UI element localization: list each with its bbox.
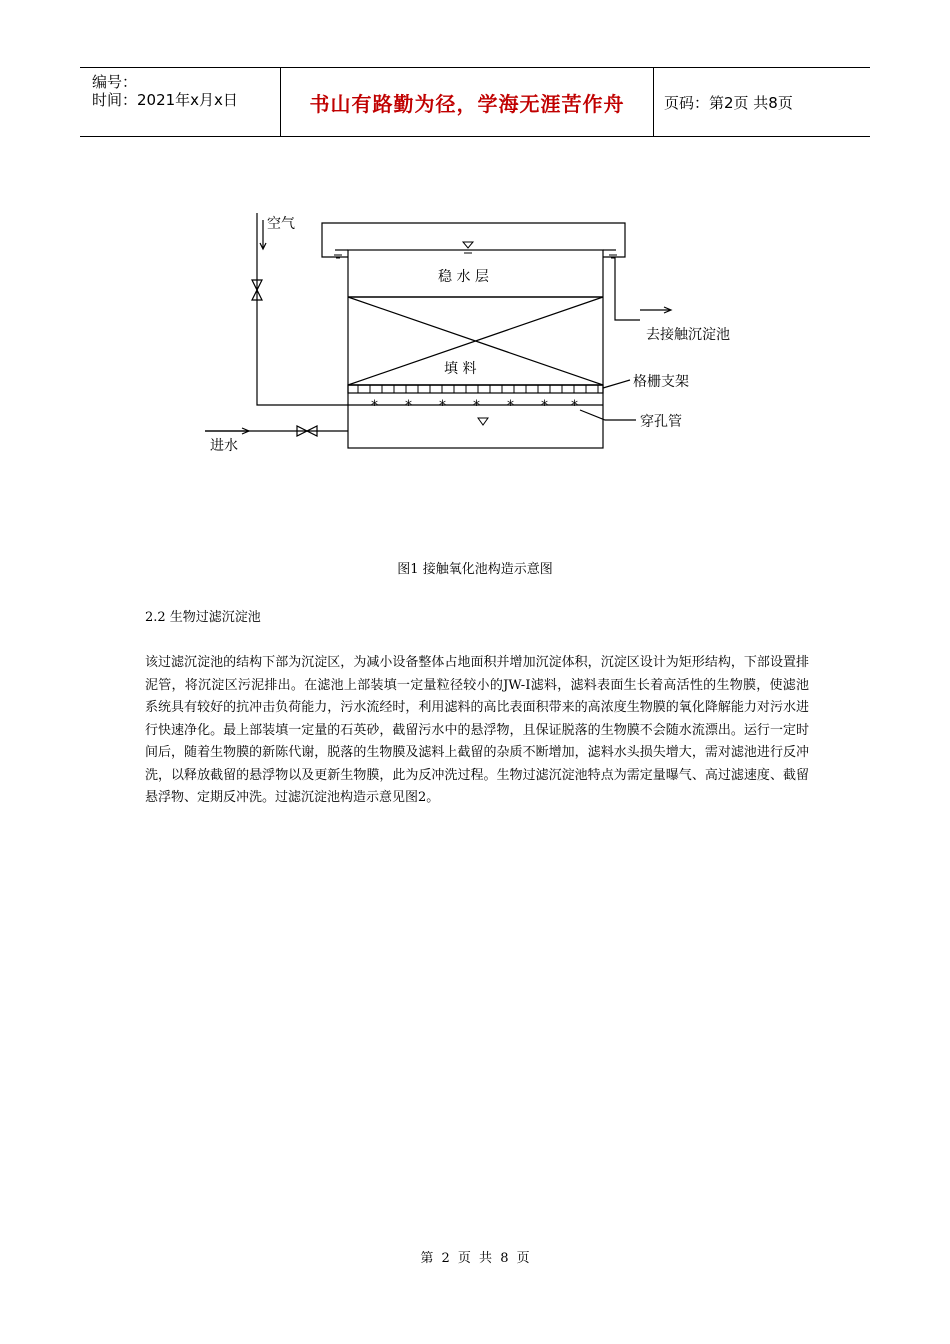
label-perforated-pipe: 穿孔管 <box>640 414 682 430</box>
outlet-arrow-icon <box>640 307 671 313</box>
header-page-cell <box>654 68 870 136</box>
pipe-leader <box>580 410 636 420</box>
grid-leader <box>603 380 630 388</box>
air-pipe <box>257 213 603 405</box>
label-grid-support: 格栅支架 <box>633 374 689 390</box>
document-number-label: 编号： <box>92 73 138 91</box>
svg-text:*: * <box>507 398 514 414</box>
figure-caption: 图1 接触氧化池构造示意图 <box>397 562 553 577</box>
label-still-water: 稳 水 层 <box>438 269 489 285</box>
svg-text:*: * <box>439 398 446 414</box>
page-header <box>80 67 870 137</box>
air-arrow-icon <box>260 220 266 249</box>
page-footer: 第 2 页 共 8 页 <box>420 1251 530 1266</box>
label-to-settler: 去接触沉淀池 <box>646 327 730 343</box>
aerator-nozzles <box>371 398 578 414</box>
grid-hatching <box>358 385 598 393</box>
svg-text:*: * <box>541 398 548 414</box>
body-paragraph: 该过滤沉淀池的结构下部为沉淀区，为减小设备整体占地面积并增加沉淀体积，沉淀区设计为矩形结构，下部设置排泥管，将沉淀区污泥排出。在滤池上部装填一定量粒径较小的JW-Ⅰ滤料，滤料表面生长着高活性的生物膜，使滤池系统具有较好的抗冲击负荷能力，污水流经时，利用滤料的高比表面积带来的高浓度生物膜的氧化降解能力对污水进行快速净化。最上部装填一定量的石英砂，截留污水中的悬浮物，且保证脱落的生物膜不会随水流漂出。运行一定时间后，随着生物膜的新陈代谢，脱落的生物膜及滤料上截留的杂质不断增加，滤料水头损失增大，需对滤池进行反冲洗，以释放截留的悬浮物以及更新生物膜，此为反冲洗过程。生物过滤沉淀池特点为需定量曝气、高过滤速度、截留悬浮物、定期反冲洗。过滤沉淀池构造示意见图2。 <box>145 655 809 805</box>
header-motto-cell <box>281 68 653 136</box>
inlet-arrow-icon <box>205 428 249 434</box>
document-time-label: 时间：2021年x月x日 <box>92 91 238 109</box>
contact-oxidation-tank-diagram <box>200 180 760 480</box>
svg-text:*: * <box>473 398 480 414</box>
label-inlet: 进水 <box>210 438 238 454</box>
tank-diagram-svg <box>200 180 760 480</box>
header-left-cell <box>80 68 280 136</box>
header-motto: 书山有路勤为径，学海无涯苦作舟 <box>309 91 625 116</box>
svg-text:*: * <box>571 398 578 414</box>
header-page-info: 页码：第2页 共8页 <box>664 93 793 112</box>
outlet-pipe <box>615 257 640 320</box>
grid-support <box>348 385 603 393</box>
section-title: 2.2 生物过滤沉淀池 <box>145 610 261 625</box>
svg-text:*: * <box>405 398 412 414</box>
label-packing: 填 料 <box>444 361 477 377</box>
label-air: 空气 <box>267 216 295 232</box>
overflow-trough <box>322 223 625 257</box>
svg-text:*: * <box>371 398 378 414</box>
